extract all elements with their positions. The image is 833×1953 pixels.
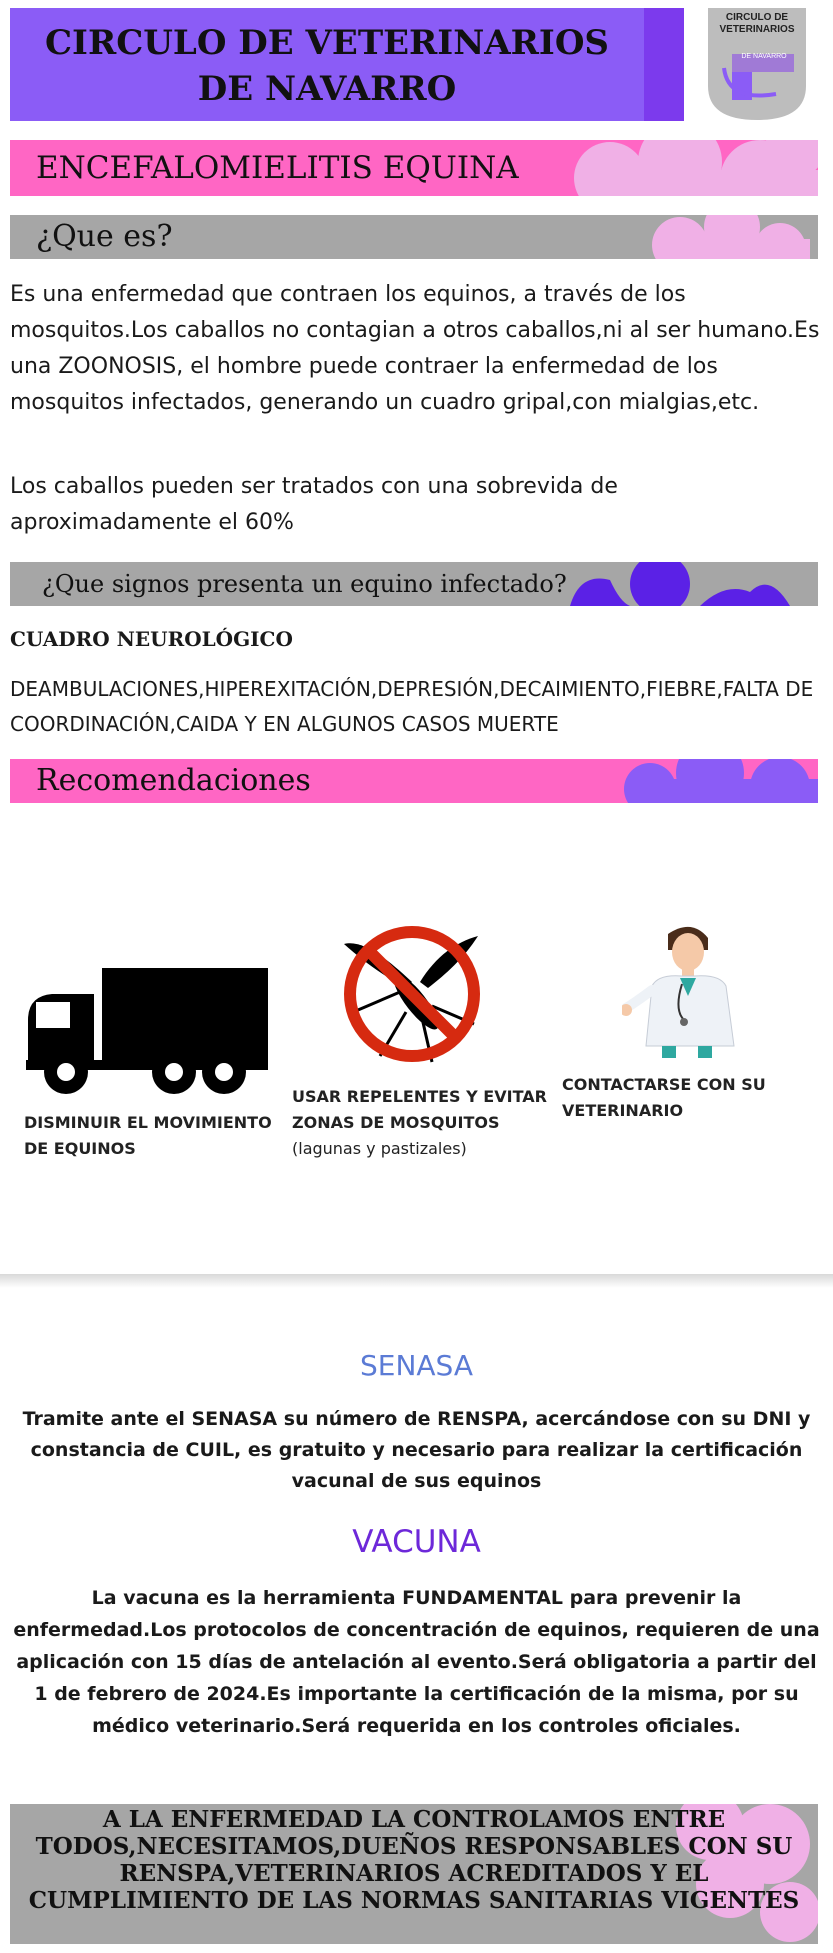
recommendations-heading: Recomendaciones: [36, 763, 311, 798]
logo: [706, 6, 808, 122]
vacuna-title: VACUNA: [352, 1524, 481, 1560]
no-mosquito-icon: [340, 922, 484, 1066]
what-is-bar: [10, 215, 818, 259]
logo-line2: VETERINARIOS: [719, 24, 795, 35]
what-is-paragraph2: Los caballos pueden ser tratados con una sobrevida de aproximadamente el 60%: [10, 474, 618, 535]
rec-truck-line1: DISMINUIR EL MOVIMIENTO: [24, 1113, 272, 1132]
senasa-title: SENASA: [359, 1349, 473, 1382]
rec-truck-line2: DE EQUINOS: [24, 1139, 136, 1158]
header-banner: [10, 8, 684, 121]
logo-text: [706, 12, 808, 36]
rec-vet-line1: CONTACTARSE CON SU: [562, 1075, 766, 1094]
senasa-body: Tramite ante el SENASA su número de RENSPA, acercándose con su DNI y constancia de CUIL, es gratuito y necesario para realizar la certificación vacunal de sus equinos: [22, 1408, 811, 1492]
truck-icon: [24, 962, 268, 1096]
flower-decoration-icon: [570, 140, 818, 196]
flower-decoration-icon: [550, 562, 818, 606]
section-divider: [0, 1274, 833, 1288]
header-title-line1: CIRCULO DE VETERINARIOS: [45, 23, 609, 63]
neuro-heading: CUADRO NEUROLÓGICO: [10, 627, 293, 651]
veterinarian-icon: [622, 920, 752, 1058]
rec-mosquito-label: [292, 1084, 547, 1162]
rec-vet-label: [562, 1072, 766, 1124]
what-is-heading: ¿Que es?: [36, 219, 173, 254]
main-title-bar: [10, 140, 818, 196]
header-accent: [644, 8, 684, 121]
rec-vet-line2: VETERINARIO: [562, 1101, 684, 1120]
signs-heading: ¿Que signos presenta un equino infectado?: [42, 570, 567, 598]
recommendations-bar: [10, 759, 818, 803]
rec-truck-label: [24, 1110, 272, 1162]
vacuna-body: La vacuna es la herramienta FUNDAMENTAL para prevenir la enfermedad.Los protocolos de concentración de equinos, requieren de una aplicación con 15 días de antelación al evento.Será obligatoria a partir del 1 de febrero de 2024.Es importante la certificación de la misma, por su médico veterinario.Será requerida en los controles oficiales.: [13, 1587, 820, 1737]
footer-text: A LA ENFERMEDAD LA CONTROLAMOS ENTRE TODOS,NECESITAMOS,DUEÑOS RESPONSABLES CON SU RENSPA,VETERINARIOS ACREDITADOS Y EL CUMPLIMIENTO DE LAS NORMAS SANITARIAS VIGENTES: [28, 1806, 800, 1914]
flower-decoration-icon: [620, 759, 818, 803]
logo-subtitle: DE NAVARRO: [741, 53, 787, 60]
flower-decoration-icon: [640, 215, 818, 259]
rec-mosquito-line3: (lagunas y pastizales): [292, 1139, 467, 1158]
logo-line1: CIRCULO DE: [725, 12, 789, 23]
rec-mosquito-line1: USAR REPELENTES Y EVITAR: [292, 1087, 547, 1106]
what-is-paragraph1: Es una enfermedad que contraen los equinos, a través de los mosquitos.Los caballos no contagian a otros caballos,ni al ser humano.Es una ZOONOSIS, el hombre puede contraer la enfermedad de los mosquitos infectados, generando un cuadro gripal,con mialgias,etc.: [10, 282, 820, 415]
footer-banner: [10, 1804, 818, 1944]
header-title-line2: DE NAVARRO: [197, 69, 457, 109]
neuro-body: DEAMBULACIONES,HIPEREXITACIÓN,DEPRESIÓN,DECAIMIENTO,FIEBRE,FALTA DE COORDINACIÓN,CAIDA Y EN ALGUNOS CASOS MUERTE: [10, 677, 814, 736]
header-title: [10, 20, 644, 112]
main-title: ENCEFALOMIELITIS EQUINA: [36, 150, 519, 186]
signs-bar: [10, 562, 818, 606]
rec-mosquito-line2: ZONAS DE MOSQUITOS: [292, 1113, 500, 1132]
